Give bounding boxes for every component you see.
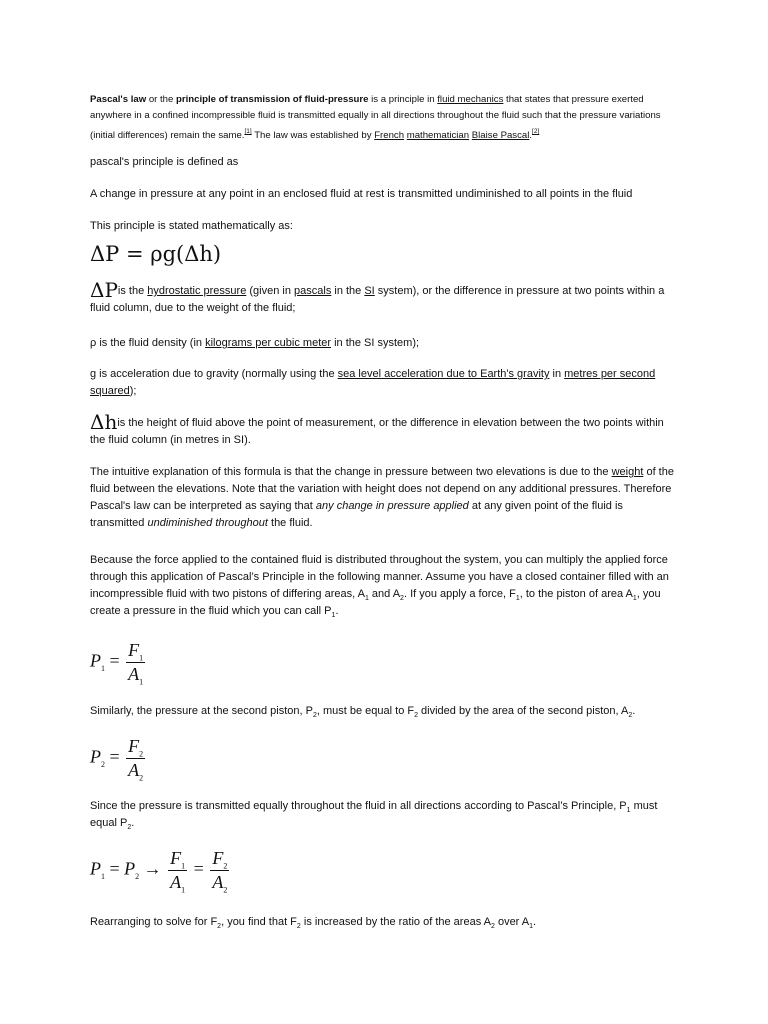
text: in the SI system); [331,337,420,349]
var: F [128,736,140,756]
definition-intro: pascal's principle is defined as [90,156,239,168]
link-weight[interactable]: weight [611,466,644,478]
delta-p-symbol: ΔP [90,278,118,302]
var: F [170,848,182,868]
subscript: 2 [628,712,633,720]
subscript: 1 [626,807,631,815]
pressure-definition [90,278,676,317]
link-pascals[interactable]: pascals [294,285,332,297]
rearranging-paragraph [90,914,676,931]
subscript: 1 [101,664,105,674]
denominator [126,663,145,685]
text: , must be equal to F [316,705,415,717]
text: must equal P [90,800,658,829]
fraction-2 [210,848,229,893]
equal-pressure-paragraph [90,798,676,832]
subscript: 2 [217,923,222,931]
text: , you find that F [221,916,297,928]
subscript: 1 [101,872,105,882]
text: . [335,605,339,617]
link-sea-level-gravity[interactable]: sea level acceleration due to Earth's gravity [337,368,550,380]
denominator [168,871,187,893]
arrow-icon: → [143,858,162,879]
text: (given in [246,285,295,297]
equation-p2: $P_2$ = $\frac{F_2}{A_2}$ [90,736,144,783]
subscript: 1 [181,885,186,895]
subscript: 2 [127,824,132,832]
link-hydrostatic-pressure[interactable]: hydrostatic pressure [147,285,247,297]
text: in the [331,285,365,297]
math-intro: This principle is stated mathematically as: [90,220,293,232]
text: of the fluid between the elevations. Note that the variation with height does not depend on any additional pressures. Therefore Pascal's law can be interpreted as saying that [90,466,674,512]
delta-h-symbol: Δh [90,410,118,434]
intro-paragraph [90,92,676,144]
text: divided by the area of the second piston, A [418,705,629,717]
text: , you create a pressure in the fluid which you can call P [90,588,661,617]
intuitive-explanation [90,464,676,532]
subscript: 1 [139,677,144,687]
var: A [212,872,224,892]
operator: = [109,858,120,879]
reference-2[interactable]: [2] [532,128,540,135]
density-definition [90,335,676,352]
second-piston-paragraph [90,703,676,720]
subscript: 1 [364,595,369,603]
equation-p1-equals-p2 [90,848,231,893]
link-mathematician[interactable]: mathematician [406,130,470,141]
text: Since the pressure is transmitted equally throughout the fluid in all directions according to Pascal’s Principle, P [90,800,627,812]
subscript: 2 [490,923,495,931]
height-definition [90,410,676,449]
subscript: 1 [632,595,637,603]
numerator [126,640,145,663]
text: ρ is the fluid density (in [90,337,206,349]
link-blaise-pascal[interactable]: Blaise Pascal [471,130,530,141]
text: Similarly, the pressure at the second piston, P [90,705,313,717]
text: in [549,368,565,380]
text: Rearranging to solve for F [90,916,218,928]
denominator [126,759,145,781]
var: A [170,872,182,892]
definition-text: A change in pressure at any point in an enclosed fluid at rest is transmitted undiminished to all points in the fluid [90,188,633,200]
text: at any given point of the fluid is transmitted [90,500,623,529]
fraction [126,640,145,685]
fraction-1 [168,848,187,893]
text: over A [494,916,530,928]
link-metres-per-second-squared[interactable]: metres per second squared [90,368,656,397]
var: A [128,664,140,684]
var: A [128,760,140,780]
text: . [131,817,135,829]
numerator [210,848,229,871]
var: F [212,848,224,868]
equation-p1: $P_1$ = $\frac{F_1}{A_1}$ [90,640,144,687]
text: and A [368,588,401,600]
var: F [128,640,140,660]
text: system), or the difference in pressure at two points within a fluid column, due to the weight of the fluid; [90,285,665,314]
text: the fluid. [267,517,313,529]
text: is a principle in [368,94,438,105]
numerator [168,848,187,871]
term-pascals-law: Pascal's law [90,94,147,105]
subscript: 2 [139,773,144,783]
subscript: 1 [515,595,520,603]
force-application-paragraph [90,552,676,620]
operator: = [193,858,204,879]
subscript: 2 [296,923,301,931]
var: P [90,650,101,671]
text: , to the piston of area A [519,588,633,600]
link-si[interactable]: SI [364,285,375,297]
text: g is acceleration due to gravity (normally using the [90,368,338,380]
text: The intuitive explanation of this formula is that the change in pressure between two elevations is due to the [90,466,612,478]
emphasis: undiminished throughout [147,517,268,529]
text: . [533,916,537,928]
text: is the [117,285,148,297]
link-fluid-mechanics[interactable]: fluid mechanics [437,94,504,105]
text: . [529,130,533,141]
subscript: 2 [135,872,140,882]
text: is the height of fluid above the point of measurement, or the difference in elevation between the two points within the fluid column (in metres in SI). [90,417,664,446]
numerator [126,736,145,759]
link-kg-per-cubic-meter[interactable]: kilograms per cubic meter [205,337,332,349]
text: Because the force applied to the contained fluid is distributed throughout the system, you can multiply the applied force through this application of Pascal’s Principle in the following manner. Assume you have a closed container filled with an incompressible fluid with two pistons of differing areas, A [90,554,669,600]
denominator [210,871,229,893]
subscript: 2 [312,712,317,720]
subscript: 2 [414,712,418,720]
var: P [90,746,101,767]
link-french[interactable]: French [374,130,405,141]
text: ); [129,385,137,397]
text: that states that pressure exerted anywhere in a confined incompressible fluid is transmitted equally in all directions throughout the fluid such that the pressure variations (initial differences) remain the same. [90,94,661,141]
subscript: 2 [101,760,105,770]
text: is increased by the ratio of the areas A [300,916,491,928]
var: P [90,858,101,879]
text: The law was established by [251,130,375,141]
term-principle: principle of transmission of fluid-pressure [176,94,369,105]
text: . If you apply a force, F [403,588,516,600]
subscript: 1 [331,612,336,620]
subscript: 1 [529,923,534,931]
subscript: 2 [139,749,144,759]
equation-pascal: ΔP = ρg(Δh) [90,242,222,266]
text: or the [146,94,177,105]
var: P [124,858,136,879]
subscript: 2 [223,885,228,895]
fraction [126,736,145,781]
subscript: 1 [181,861,186,871]
gravity-definition [90,366,676,400]
subscript: 2 [400,595,404,603]
text: . [632,705,636,717]
subscript: 1 [139,653,144,663]
subscript: 2 [223,861,228,871]
reference-1[interactable]: [1] [244,128,252,135]
emphasis: any change in pressure applied [315,500,469,512]
